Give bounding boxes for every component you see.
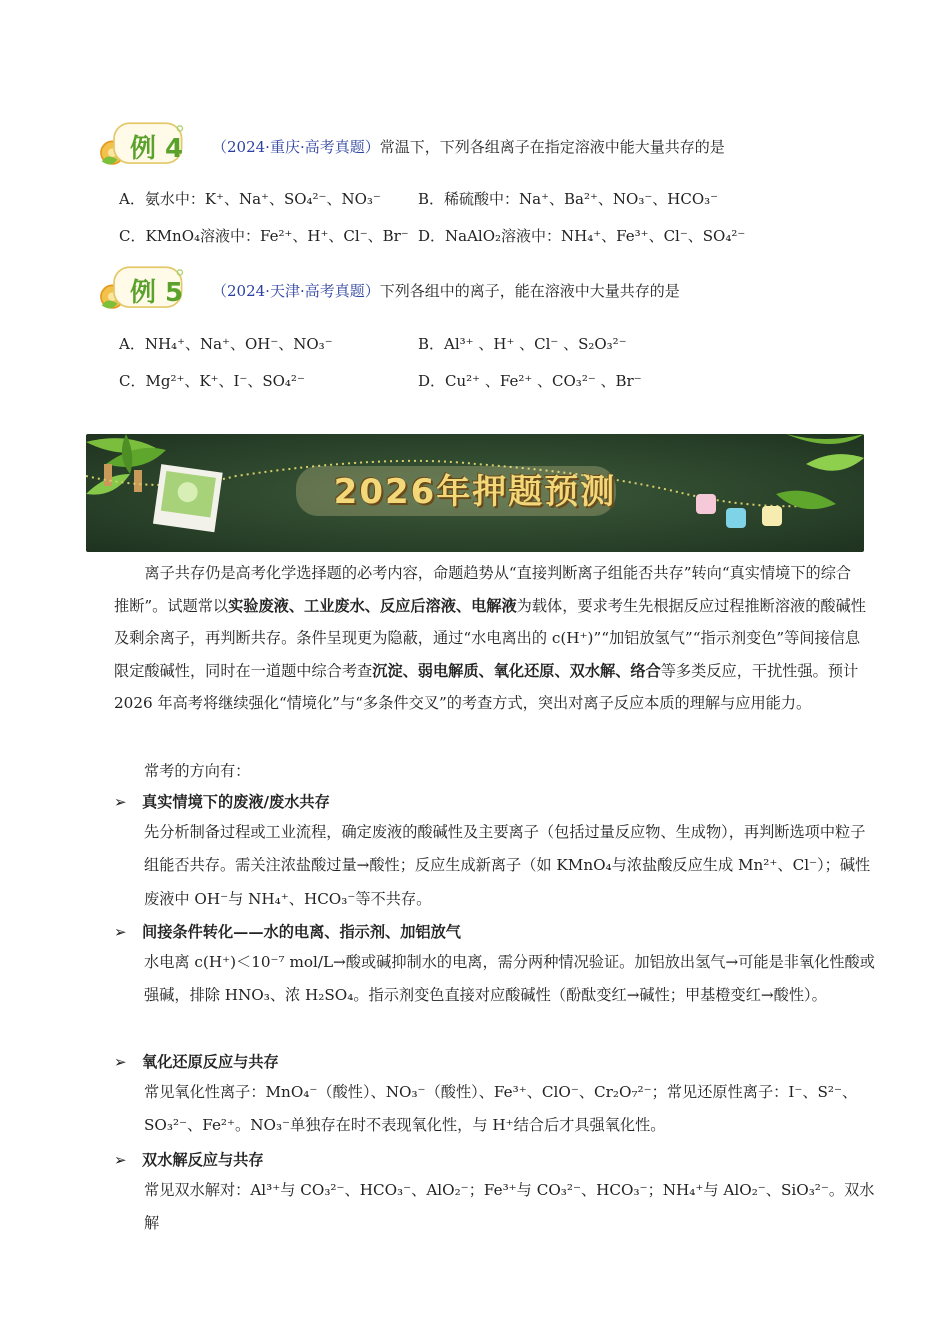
option-d[interactable]: D．Cu²⁺ 、Fe²⁺ 、CO₃²⁻ 、Br⁻: [418, 372, 642, 390]
option-b[interactable]: B．稀硫酸中：Na⁺、Ba²⁺、NO₃⁻、HCO₃⁻: [418, 190, 719, 208]
option-c[interactable]: C．Mg²⁺、K⁺、I⁻、SO₄²⁻: [119, 372, 305, 390]
direction-body: 常见双水解对：Al³⁺与 CO₃²⁻、HCO₃⁻、AlO₂⁻；Fe³⁺与 CO₃²⁻、HCO₃⁻；NH₄⁺与 AlO₂⁻、SiO₃²⁻。双水解: [144, 1181, 875, 1233]
arrow-bullet-icon: ➢: [114, 1151, 127, 1169]
example-4-header: [88, 118, 888, 178]
directions-label: 常考的方向有：: [144, 762, 251, 780]
example-5-header: [88, 262, 888, 322]
bold-carriers: 实验废液、工业废水、反应后溶液、电解液: [228, 596, 517, 615]
option-a[interactable]: A．氨水中：K⁺、Na⁺、SO₄²⁻、NO₃⁻: [119, 190, 381, 208]
direction-heading: ➢ 真实情境下的废液/废水共存: [114, 793, 330, 811]
direction-heading: ➢ 氧化还原反应与共存: [114, 1053, 279, 1071]
option-a[interactable]: A．NH₄⁺、Na⁺、OH⁻、NO₃⁻: [119, 335, 333, 353]
banner-title: 2026年押题预测: [333, 472, 617, 512]
prediction-banner: [86, 434, 864, 552]
direction-body: 水电离 c(H⁺)＜10⁻⁷ mol/L→酸或碱抑制水的电离，需分两种情况验证。加铝放出氢气→可能是非氧化性酸或强碱，排除 HNO₃、浓 H₂SO₄。指示剂变色直接对应酸碱性（酚酞变红→碱性；甲基橙变红→酸性）。: [144, 953, 875, 1005]
intro-paragraph: 离子共存仍是高考化学选择题的必考内容，命题趋势从“直接判断离子组能否共存”转向“真实情境下的综合推断”。试题常以实验废液、工业废水、反应后溶液、电解液为载体，要求考生先根据反应过程推断溶液的酸碱性及剩余离子，再判断共存。条件呈现更为隐蔽，通过“水电离出的 c(H⁺)”“加铝放氢气”“指示剂变色”等间接信息限定酸碱性，同时在一道题中综合考查沉淀、弱电解质、氧化还原、双水解、络合等多类反应，干扰性强。预计 2026 年高考将继续强化“情境化”与“多条件交叉”的考查方式，突出对离子反应本质的理解与应用能力。: [114, 564, 866, 712]
question-stem: [212, 136, 725, 157]
option-b[interactable]: B．Al³⁺ 、H⁺ 、Cl⁻ 、S₂O₃²⁻: [418, 335, 627, 353]
direction-body: 先分析制备过程或工业流程，确定废液的酸碱性及主要离子（包括过量反应物、生成物），再判断选项中粒子组能否共存。需关注浓盐酸过量→酸性；反应生成新离子（如 KMnO₄与浓盐酸反应生成 Mn²⁺、Cl⁻）；碱性废液中 OH⁻与 NH₄⁺、HCO₃⁻等不共存。: [144, 823, 871, 908]
arrow-bullet-icon: ➢: [114, 1053, 127, 1071]
question-text: 下列各组中的离子，能在溶液中大量共存的是: [379, 282, 680, 300]
direction-heading: ➢ 双水解反应与共存: [114, 1151, 264, 1169]
direction-heading: ➢ 间接条件转化——水的电离、指示剂、加铝放气: [114, 923, 461, 941]
question-source: （2024·重庆·高考真题）: [212, 138, 380, 156]
example-badge-label: 例 4: [130, 134, 184, 164]
example-badge-label: 例 5: [130, 278, 184, 308]
question-source: （2024·天津·高考真题）: [212, 282, 380, 300]
question-stem: [212, 280, 680, 301]
option-d[interactable]: D．NaAlO₂溶液中：NH₄⁺、Fe³⁺、Cl⁻、SO₄²⁻: [418, 227, 746, 245]
bold-reaction-types: 沉淀、弱电解质、氧化还原、双水解、络合: [372, 661, 661, 680]
arrow-bullet-icon: ➢: [114, 793, 127, 811]
arrow-bullet-icon: ➢: [114, 923, 127, 941]
direction-body: 常见氧化性离子：MnO₄⁻（酸性）、NO₃⁻（酸性）、Fe³⁺、ClO⁻、Cr₂O₇²⁻；常见还原性离子：I⁻、S²⁻、SO₃²⁻、Fe²⁺。NO₃⁻单独存在时不表现氧化性，与 H⁺结合后才具强氧化性。: [144, 1083, 858, 1135]
question-text: 常温下，下列各组离子在指定溶液中能大量共存的是: [379, 138, 725, 156]
option-c[interactable]: C．KMnO₄溶液中：Fe²⁺、H⁺、Cl⁻、Br⁻: [119, 227, 409, 245]
